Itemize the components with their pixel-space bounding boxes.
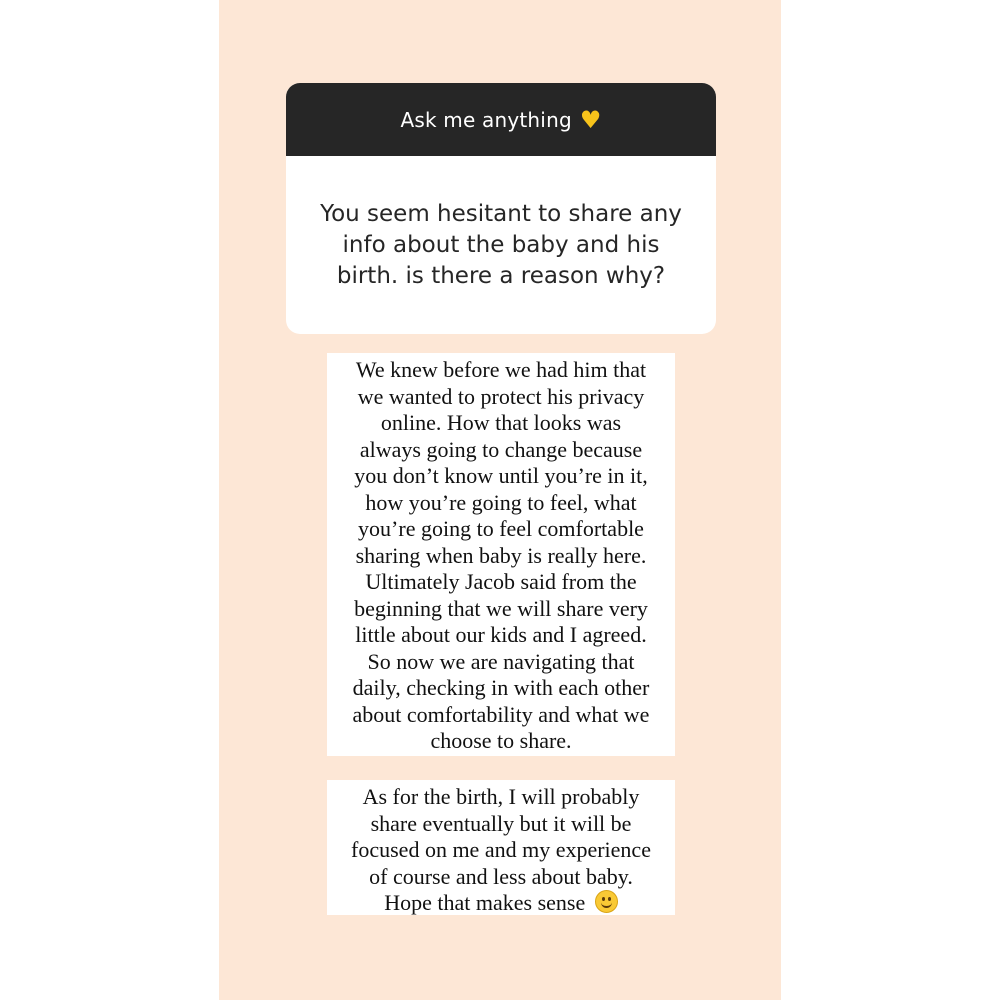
answer-line: choose to share. <box>430 728 572 753</box>
answer-line: little about our kids and I agreed. <box>355 622 647 647</box>
answer-line: focused on me and my experience <box>351 837 651 862</box>
answer-line: online. How that looks was <box>380 410 622 435</box>
yellow-heart-icon: ♥ <box>579 105 602 134</box>
question-sticker-header <box>286 83 716 156</box>
answer-text-block-2 <box>327 780 675 915</box>
answer-line: you’re going to feel comfortable <box>358 516 644 541</box>
answer-line: We knew before we had him that <box>355 357 647 382</box>
answer-line: of course and less about baby. <box>369 863 633 889</box>
answer-line: Ultimately Jacob said from the <box>365 569 637 594</box>
answer-line: always going to change because <box>359 436 643 462</box>
answer-line-text: Hope that makes sense <box>384 890 586 915</box>
smiling-face-icon <box>595 890 618 913</box>
answer-line: you don’t know until you’re in it, <box>354 463 648 488</box>
question-sticker-title: Ask me anything <box>400 107 572 132</box>
answer-line: we wanted to protect his privacy <box>357 383 645 409</box>
answer-line: beginning that we will share very <box>354 595 648 621</box>
answer-line: As for the birth, I will probably <box>362 784 640 809</box>
question-sticker[interactable] <box>286 83 716 334</box>
answer-text-block-1 <box>327 353 675 756</box>
answer-line: share eventually but it will be <box>370 810 632 836</box>
answer-line: sharing when baby is really here. <box>355 542 647 568</box>
question-text: You seem hesitant to share any info about the baby and his birth. is there a reason why? <box>320 200 682 289</box>
answer-line: about comfortability and what we <box>352 701 650 727</box>
question-text-area <box>286 156 716 334</box>
answer-last-line <box>331 890 671 917</box>
answer-line: how you’re going to feel, what <box>365 489 637 515</box>
answer-line: So now we are navigating that <box>367 648 635 674</box>
answer-line: daily, checking in with each other <box>352 675 650 700</box>
